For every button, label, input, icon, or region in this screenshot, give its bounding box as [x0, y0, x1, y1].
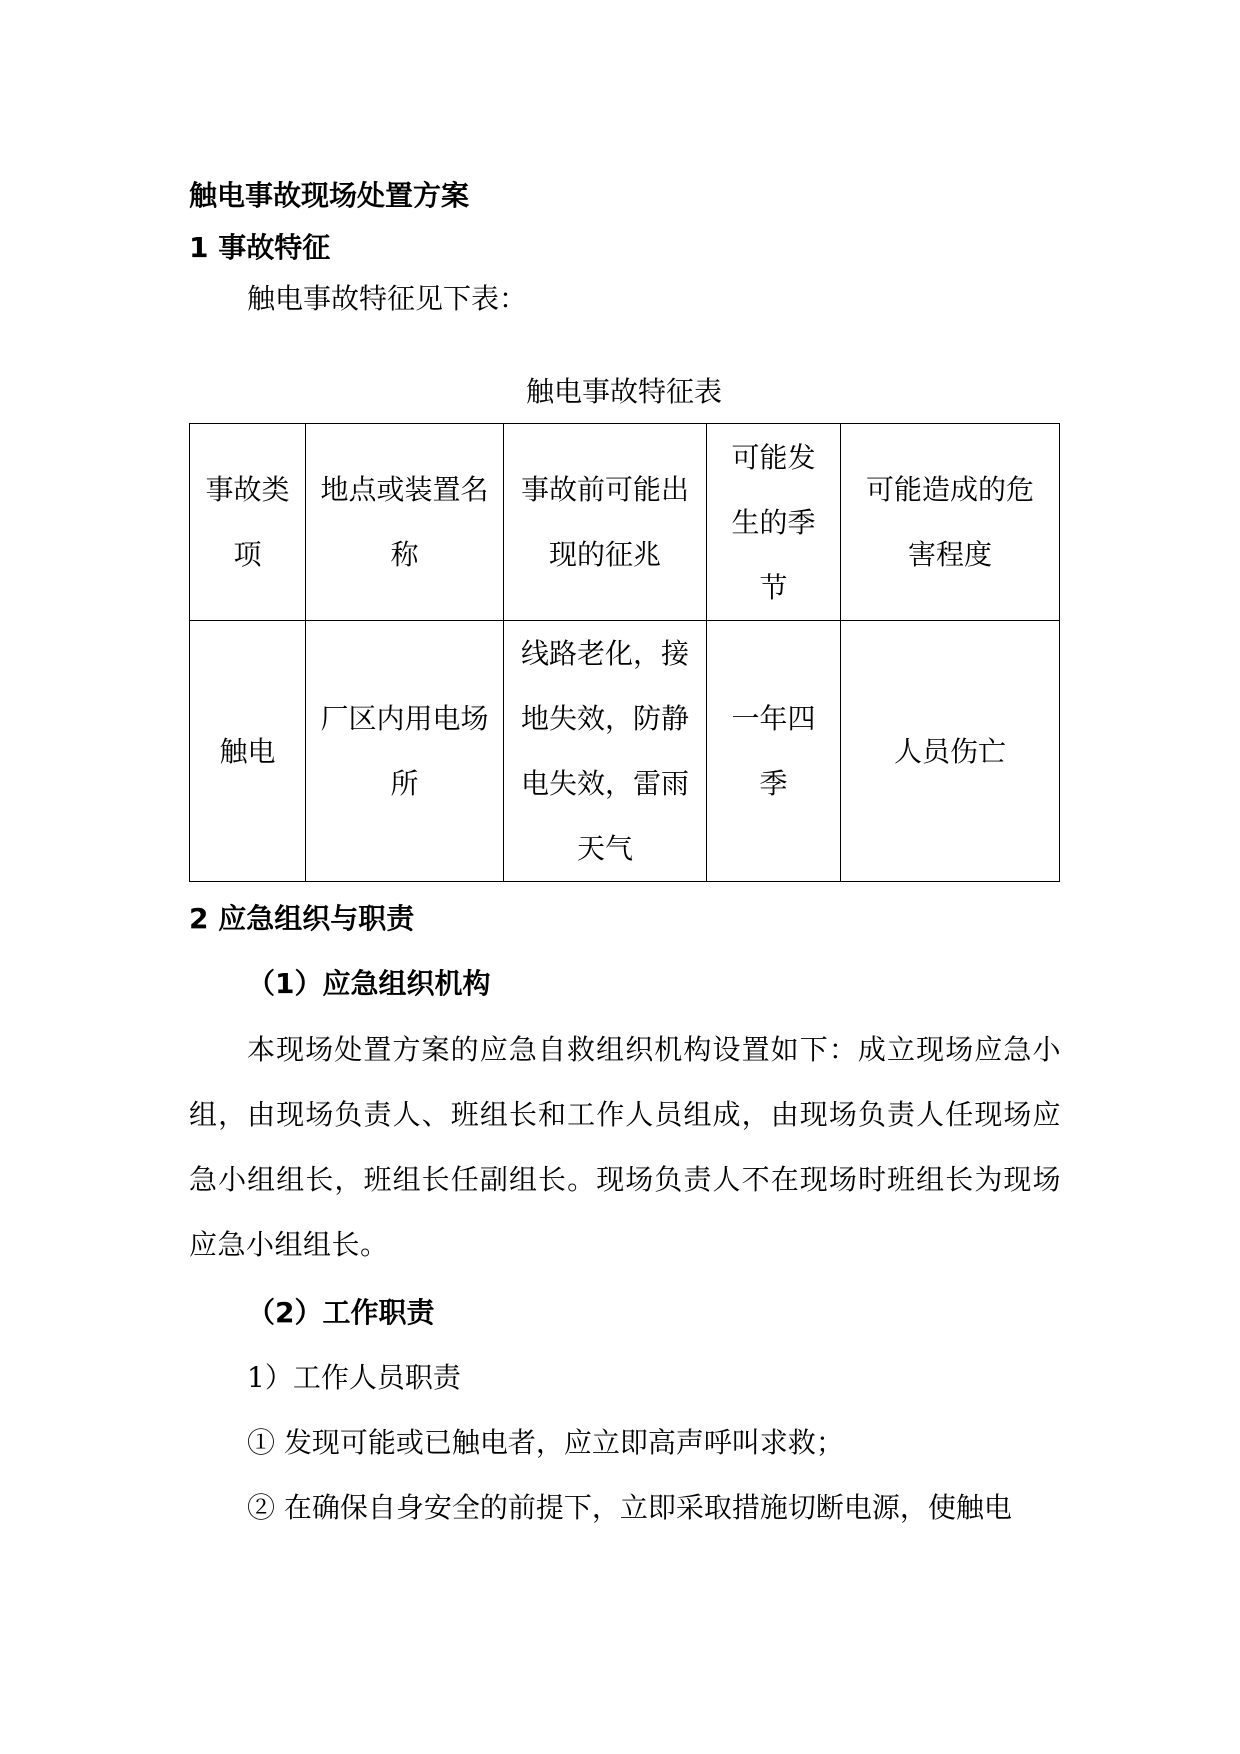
subsection-1-heading: （1）应急组织机构: [247, 967, 491, 1000]
table-header-row: [190, 424, 1060, 621]
duty-point-2: ② 在确保自身安全的前提下，立即采取措施切断电源，使触电: [247, 1491, 1012, 1524]
table-cell: 厂区内用电场所: [306, 621, 504, 882]
table-cell: 触电: [190, 621, 306, 882]
document-title: 触电事故现场处置方案: [189, 179, 470, 212]
table-caption: 触电事故特征表: [525, 375, 722, 408]
table-row: [190, 621, 1060, 882]
table-header-cell: 事故类项: [190, 424, 306, 621]
table-header-cell: 可能发生的季节: [707, 424, 841, 621]
table-header-cell: 地点或装置名称: [306, 424, 504, 621]
section-2-heading: 2 应急组织与职责: [189, 902, 415, 935]
table-intro-text: 触电事故特征见下表：: [247, 282, 528, 315]
section-1-heading: 1 事故特征: [189, 231, 331, 264]
item-1-heading: 1）工作人员职责: [247, 1361, 461, 1394]
org-structure-paragraph: 本现场处置方案的应急自救组织机构设置如下：成立现场应急小组，由现场负责人、班组长和工作人员组成，由现场负责人任现场应急小组组长，班组长任副组长。现场负责人不在现场时班组长为现场应急小组组长。: [189, 1033, 1061, 1261]
table-cell: 人员伤亡: [841, 621, 1060, 882]
duty-point-1: ① 发现可能或已触电者，应立即高声呼叫求救；: [247, 1426, 844, 1459]
table-cell: 一年四季: [707, 621, 841, 882]
subsection-2-heading: （2）工作职责: [247, 1296, 435, 1329]
accident-feature-table: [189, 423, 1060, 882]
table-header-cell: 事故前可能出现的征兆: [504, 424, 707, 621]
table-cell: 线路老化，接地失效，防静电失效，雷雨天气: [504, 621, 707, 882]
table-header-cell: 可能造成的危害程度: [841, 424, 1060, 621]
